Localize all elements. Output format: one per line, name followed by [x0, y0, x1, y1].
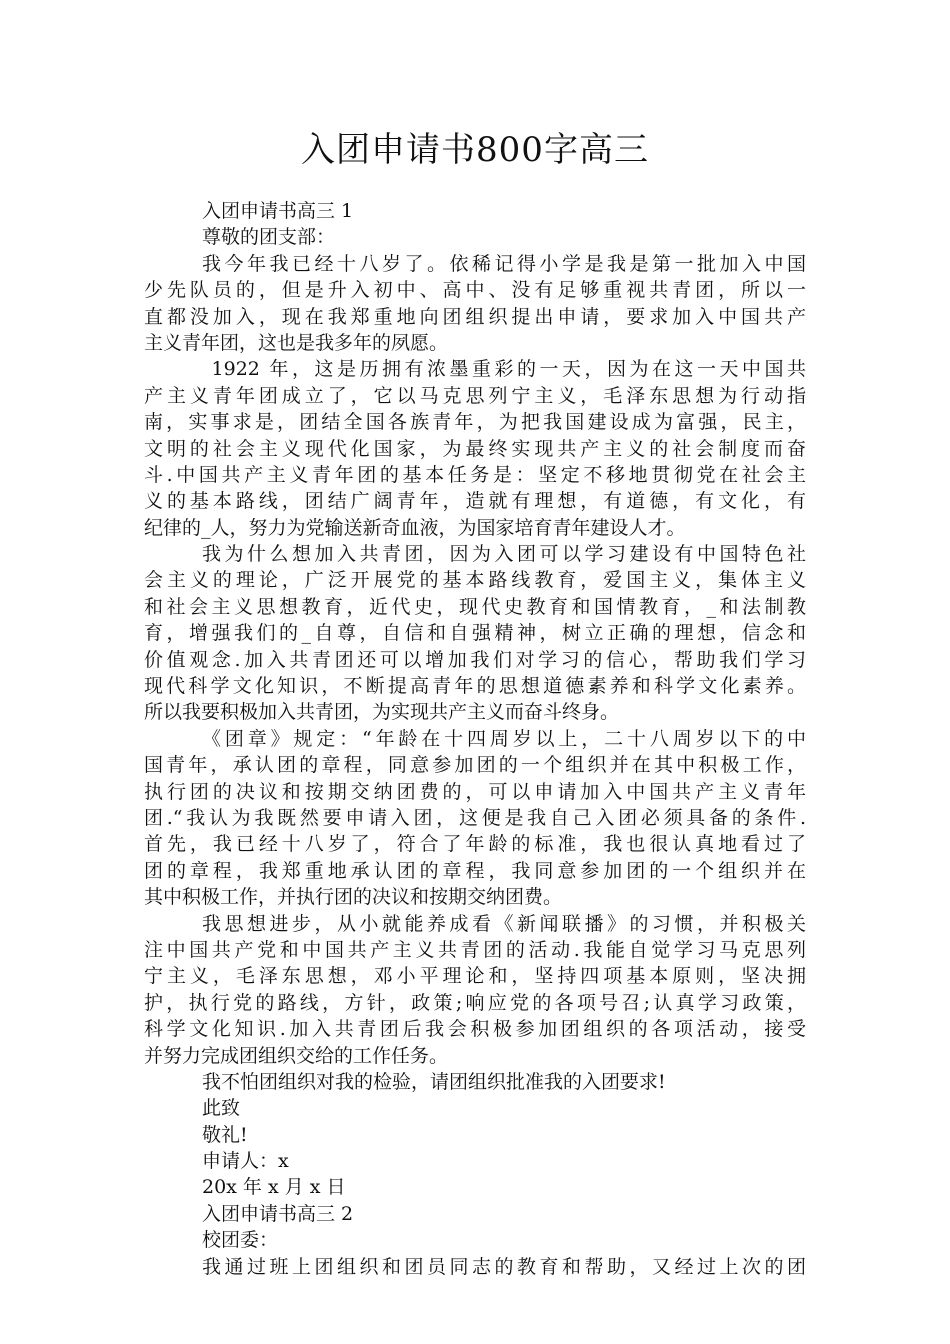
text-line: 1922 年，这是历拥有浓墨重彩的一天，因为在这一天中国共	[202, 358, 806, 381]
text-line: 申请人：x	[202, 1150, 289, 1173]
text-line: 护，执行党的路线，方针，政策;响应党的各项号召;认真学习政策，	[144, 991, 806, 1014]
text-line: 产主义青年团成立了，它以马克思列宁主义，毛泽东思想为行动指	[144, 384, 806, 407]
text-line: 少先队员的，但是升入初中、高中、没有足够重视共青团，所以一	[144, 279, 806, 302]
text-line: 会主义的理论，广泛开展党的基本路线教育，爱国主义，集体主义	[144, 569, 806, 592]
text-line: 我思想进步，从小就能养成看《新闻联播》的习惯，并积极关	[202, 912, 806, 935]
text-line: 敬礼!	[202, 1123, 248, 1146]
text-line: 并努力完成团组织交给的工作任务。	[144, 1044, 449, 1067]
text-line: 宁主义，毛泽东思想，邓小平理论和，坚持四项基本原则，坚决拥	[144, 965, 806, 988]
text-line: 文明的社会主义现代化国家，为最终实现共产主义的社会制度而奋	[144, 437, 806, 460]
text-line: 首先，我已经十八岁了，符合了年龄的标准，我也很认真地看过了	[144, 833, 806, 856]
document-body	[144, 198, 806, 1280]
text-line: 校团委：	[202, 1229, 279, 1252]
text-line: 我今年我已经十八岁了。依稀记得小学是我是第一批加入中国	[202, 252, 806, 275]
text-line: 所以我要积极加入共青团，为实现共产主义而奋斗终身。	[144, 701, 620, 724]
text-line: 《团章》规定：“年龄在十四周岁以上，二十八周岁以下的中	[202, 727, 806, 750]
text-line: 直都没加入，现在我郑重地向团组织提出申请，要求加入中国共产	[144, 305, 806, 328]
text-line: 育，增强我们的_自尊，自信和自强精神，树立正确的理想，信念和	[144, 622, 806, 645]
text-line: 价值观念.加入共青团还可以增加我们对学习的信心，帮助我们学习	[144, 648, 806, 671]
text-line: 南，实事求是，团结全国各族青年，为把我国建设成为富强，民主，	[144, 411, 806, 434]
text-line: 执行团的决议和按期交纳团费的，可以申请加入中国共产主义青年	[144, 780, 806, 803]
text-line: 此致	[202, 1097, 241, 1120]
text-line: 入团申请书高三 1	[202, 200, 354, 222]
text-line: 我不怕团组织对我的检验，请团组织批准我的入团要求!	[202, 1070, 666, 1093]
text-line: 我为什么想加入共青团，因为入团可以学习建设有中国特色社	[202, 543, 806, 566]
text-line: 义的基本路线，团结广阔青年，造就有理想，有道德，有文化，有	[144, 490, 806, 513]
text-line: 入团申请书高三 2	[202, 1202, 354, 1225]
text-line: 团.“我认为我既然要申请入团，这便是我自己入团必须具备的条件.	[144, 806, 806, 829]
text-line: 尊敬的团支部：	[202, 226, 336, 249]
text-line: 团的章程，我郑重地承认团的章程，我同意参加团的一个组织并在	[144, 859, 806, 882]
text-line: 主义青年团，这也是我多年的夙愿。	[144, 331, 449, 354]
text-line: 我通过班上团组织和团员同志的教育和帮助，又经过上次的团	[202, 1255, 806, 1278]
text-line: 纪律的_人，努力为党输送新奇血液，为国家培育青年建设人才。	[144, 516, 686, 539]
text-line: 现代科学文化知识，不断提高青年的思想道德素养和科学文化素养。	[144, 675, 806, 698]
text-line: 科学文化知识.加入共青团后我会积极参加团组织的各项活动，接受	[144, 1018, 806, 1041]
text-line: 注中国共产党和中国共产主义共青团的活动.我能自觉学习马克思列	[144, 938, 806, 961]
text-line: 斗.中国共产主义青年团的基本任务是：坚定不移地贯彻党在社会主	[144, 463, 806, 486]
text-line: 和社会主义思想教育，近代史，现代史教育和国情教育，_和法制教	[144, 595, 806, 618]
text-line: 20x 年 x 月 x 日	[202, 1176, 346, 1199]
text-line: 其中积极工作，并执行团的决议和按期交纳团费。	[144, 886, 563, 909]
document-title: 入团申请书800字高三	[301, 130, 649, 170]
text-line: 国青年，承认团的章程，同意参加团的一个组织并在其中积极工作，	[144, 754, 806, 777]
